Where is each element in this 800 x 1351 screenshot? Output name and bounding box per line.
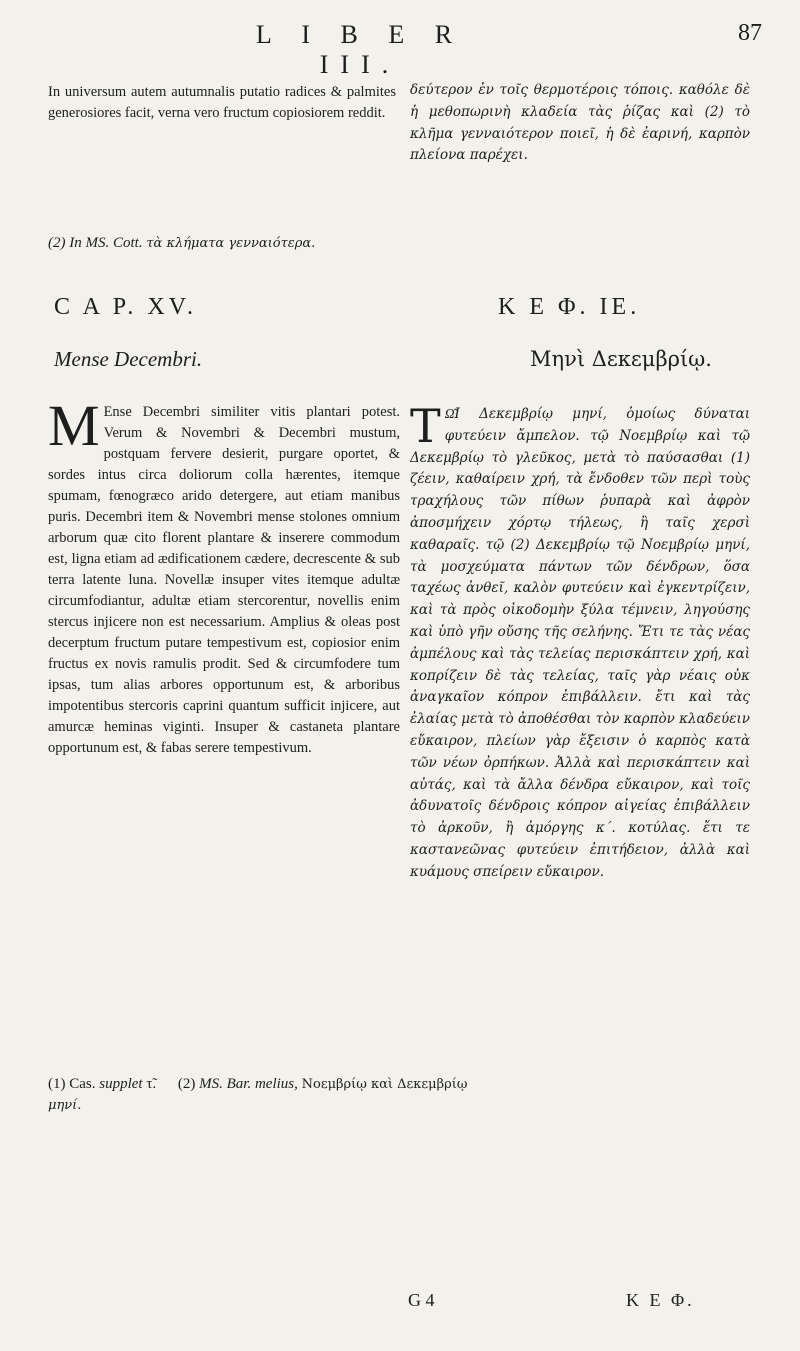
catchword: K E Φ.	[626, 1290, 695, 1310]
manuscript-note-text: In MS. Cott.	[69, 235, 143, 251]
footnote-1-italic: supplet	[99, 1076, 143, 1092]
footnote-2-text: MS. Bar.	[199, 1076, 252, 1092]
intro-greek-text: δεύτερον ἐν τοῖς θερμοτέροις τόποις. καθόλε δὲ ἡ μεθοπωρινὴ κλαδεία τὰς ῥίζας καὶ (2) τὸ κλῆμα γενναιότερον ποιεῖ, ἡ δὲ ἐαρινή, καρπὸν πλείονα παρέχει.	[410, 82, 750, 164]
footnote-1-marker: (1)	[48, 1076, 66, 1092]
footnote-1	[48, 1076, 160, 1092]
footnote-2-italic: melius,	[254, 1076, 298, 1092]
greek-drop-cap: Τ	[410, 399, 441, 453]
footnotes	[48, 1076, 748, 1093]
intro-greek-column	[410, 80, 750, 167]
footnote-1-text: Cas.	[69, 1076, 96, 1092]
body-greek-column	[410, 399, 750, 884]
footnote-1-symbol: τ̃.	[146, 1076, 157, 1092]
section-title-greek: Μηνὶ Δεκεμβρίῳ.	[530, 347, 712, 371]
footnote-1-continuation: μηνί.	[48, 1098, 82, 1113]
chapter-heading-latin: C A P. XV.	[54, 294, 197, 320]
section-title-latin: Mense Decembri.	[54, 347, 203, 371]
body-latin-column	[48, 393, 400, 759]
latin-drop-cap: M	[48, 393, 100, 458]
signature-mark: G 4	[408, 1290, 435, 1310]
manuscript-note-marker: (2)	[48, 235, 66, 251]
footnote-2-greek: Νοεμβρίῳ καὶ Δεκεμβρίῳ	[301, 1077, 468, 1092]
intro-latin-text: In universum autem autumnalis putatio radices & palmites generosiores facit, verna vero fructum copiosiorem reddit.	[48, 84, 396, 121]
manuscript-note	[48, 235, 315, 252]
footnote-2-marker: (2)	[177, 1076, 196, 1092]
footnote-2	[178, 1076, 468, 1092]
chapter-heading-greek: K E Φ. IE.	[498, 294, 641, 320]
page-number: 87	[738, 20, 762, 46]
body-greek-text: Ω͂Ι Δεκεμβρίῳ μηνί, ὁμοίως δύναται φυτεύειν ἄμπελον. τῷ Νοεμβρίῳ καὶ τῷ Δεκεμβρίῳ τὸ γλεῦκος, μετὰ τὸ παύσασθαι (1) ζέειν, καθαίρειν χρή, τὰ ἔνδοθεν τῶν περὶ τοὺς τραχήλους τῶν πίθων ῥυπαρὰ καὶ ἀφρὸν ἀποσμήχειν χόρτῳ τήλεως, ἢ ταῖς χερσὶ καθαραῖς. τῷ (2) Δεκεμβρίῳ τῷ Νοεμβρίῳ μηνί, τὰ μοσχεύματα πάντων τῶν δένδρων, ὅσα ταχέως ἀνθεῖ, καλὸν φυτεύειν καὶ ἐγκεντρίζειν, καὶ τὰ πρὸς οἰκοδομὴν ξύλα τέμνειν, ληγούσης καὶ ὑπὸ γῆν οὔσης τῆς σελήνης. Ἔτι τε τὰς νέας ἀμπέλους καὶ τὰς τελείας περισκάπτειν χρή, καὶ κοπρίζειν δὲ τὰς τελείας, ταῖς γὰρ νέαις οὐκ ἀναγκαῖον κόπρον ἐπιβάλλειν. ἔτι καὶ τὰς ἐλαίας μετὰ τὸ ἀποθέσθαι τὸν καρπὸν κλαδεύειν εὔκαιρον, πλείων γὰρ ἔξεισιν ὁ καρπὸς κατὰ τῶν νέων ὀρπήκων. Ἀλλὰ καὶ περισκάπτειν καὶ αὐτάς, καὶ τὰ ἄλλα δένδρα εὔκαιρον, καὶ τοῖς ἀδυνατοῖς δένδροις κόπρον αἰγείας ἐπιβάλλειν τὸ ἀρκοῦν, ἢ ἀμόργης κ΄. κοτύλας. ἔτι τε καστανεῶνας φυτεύειν ἐπιτήδειον, ἀλλὰ καὶ κυάμους σπείρειν εὔκαιρον.	[410, 406, 750, 880]
intro-latin-column	[48, 82, 396, 124]
running-title: L I B E R III.	[255, 20, 465, 79]
body-latin-text: Ense Decembri similiter vitis plantari potest. Verum & Novembri & Decembri mustum, postquam fervere desierit, purgare oportet, & sordes intus circa doliorum colla hærentes, itemque spumam, fœnogræco arido detergere, aut etiam manibus puris. Decembri item & Novembri mense stolones omnium arborum quæ cito florent plantare & inserere commodum est, ligna etiam ad ædificationem cædere, decrescente & sub terra latente luna. Novellæ insuper vites itemque adultæ circumfodiantur, adultæ etiam stercorentur, novellis enim stercus injicere non est necessarium. Amplius & oleas post decerptum fructum putare tempestivum est, copiosior enim fructus ex novis ramulis prodit. Sed & circumfodere tum ipsas, tum alias arbores opportunum est, & arboribus impotentibus stercoris caprini quantum sufficit injicere, aut amurcæ heminas viginti. Insuper & castaneta plantare opportunum est, & fabas serere tempestivum.	[48, 404, 400, 756]
manuscript-note-greek: τὰ κλήματα γενναιότερα.	[146, 236, 316, 251]
